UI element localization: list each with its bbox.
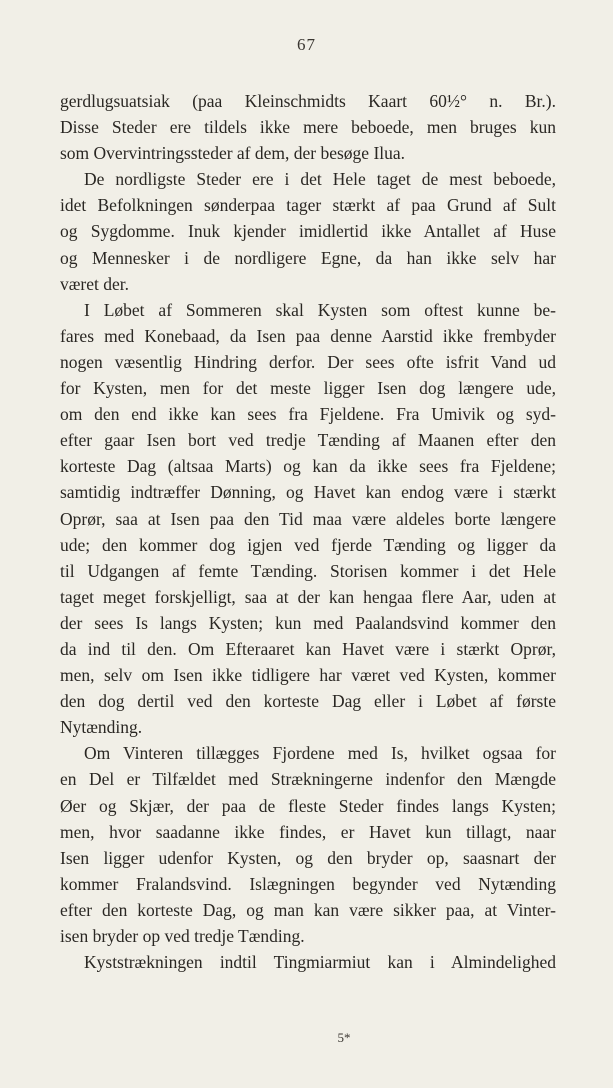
text-line: taget meget forskjelligt, saa at der kan hengaa flere Aar, uden at bbox=[60, 586, 556, 607]
text-line: der sees Is langs Kysten; kun med Paalandsvind kommer den bbox=[60, 612, 556, 633]
text-line: efter den korteste Dag, og man kan være sikker paa, at Vinter- bbox=[60, 899, 556, 920]
text-line: kommer Fralandsvind. Islægningen begynder ved Nytænding bbox=[60, 873, 556, 894]
body-text bbox=[60, 88, 556, 975]
text-line: Om Vinteren tillægges Fjordene med Is, hvilket ogsaa for bbox=[84, 743, 556, 764]
text-line: Kyststrækningen indtil Tingmiarmiut kan i Almindelighed bbox=[84, 952, 556, 973]
text-line: korteste Dag (altsaa Marts) og kan da ikke sees fra Fjeldene; bbox=[60, 456, 556, 477]
text-line: De nordligste Steder ere i det Hele taget de mest beboede, bbox=[84, 169, 556, 190]
text-line: da ind til den. Om Efteraaret kan Havet være i stærkt Oprør, bbox=[60, 638, 556, 659]
text-line: Øer og Skjær, der paa de fleste Steder findes langs Kysten; bbox=[60, 795, 556, 816]
text-line: ude; den kommer dog igjen ved fjerde Tænding og ligger da bbox=[60, 534, 556, 555]
text-line: idet Befolkningen sønderpaa tager stærkt af paa Grund af Sult bbox=[60, 195, 556, 216]
text-line: til Udgangen af femte Tænding. Storisen kommer i det Hele bbox=[60, 560, 556, 581]
text-line: Isen ligger udenfor Kysten, og den bryder op, saasnart der bbox=[60, 847, 556, 868]
text-line: Nytænding. bbox=[60, 717, 143, 738]
text-line: og Mennesker i de nordligere Egne, da han ikke selv har bbox=[60, 247, 556, 268]
text-line: en Del er Tilfældet med Strækningerne indenfor den Mængde bbox=[60, 769, 556, 790]
text-line: Oprør, saa at Isen paa den Tid maa være aldeles borte længere bbox=[60, 508, 556, 529]
text-line: som Overvintringssteder af dem, der besøge Ilua. bbox=[60, 143, 406, 164]
text-line: fares med Konebaad, da Isen paa denne Aarstid ikke frembyder bbox=[60, 325, 556, 346]
text-line: I Løbet af Sommeren skal Kysten som oftest kunne be- bbox=[84, 299, 556, 320]
signature-text: 5* bbox=[337, 1030, 351, 1045]
signature-mark bbox=[0, 1030, 613, 1046]
text-line: og Sygdomme. Inuk kjender imidlertid ikke Antallet af Huse bbox=[60, 221, 556, 242]
text-line: samtidig indtræffer Dønning, og Havet kan endog være i stærkt bbox=[60, 482, 556, 503]
page-number: 67 bbox=[297, 35, 316, 54]
text-line: nogen væsentlig Hindring derfor. Der sees ofte isfrit Vand ud bbox=[60, 351, 556, 372]
text-line: været der. bbox=[60, 273, 130, 294]
text-line: for Kysten, men for det meste ligger Isen dog længere ude, bbox=[60, 378, 556, 399]
text-line: om den end ikke kan sees fra Fjeldene. Fra Umivik og syd- bbox=[60, 404, 556, 425]
text-line: gerdlugsuatsiak (paa Kleinschmidts Kaart 60½° n. Br.). bbox=[60, 91, 556, 111]
text-line: Disse Steder ere tildels ikke mere beboede, men bruges kun bbox=[60, 117, 556, 138]
text-line: isen bryder op ved tredje Tænding. bbox=[60, 926, 305, 946]
text-line: efter gaar Isen bort ved tredje Tænding af Maanen efter den bbox=[60, 430, 556, 451]
text-line: den dog dertil ved den korteste Dag eller i Løbet af første bbox=[60, 691, 556, 712]
text-line: men, hvor saadanne ikke findes, er Havet kun tillagt, naar bbox=[60, 821, 556, 842]
text-line: men, selv om Isen ikke tidligere har været ved Kysten, kommer bbox=[60, 665, 556, 686]
